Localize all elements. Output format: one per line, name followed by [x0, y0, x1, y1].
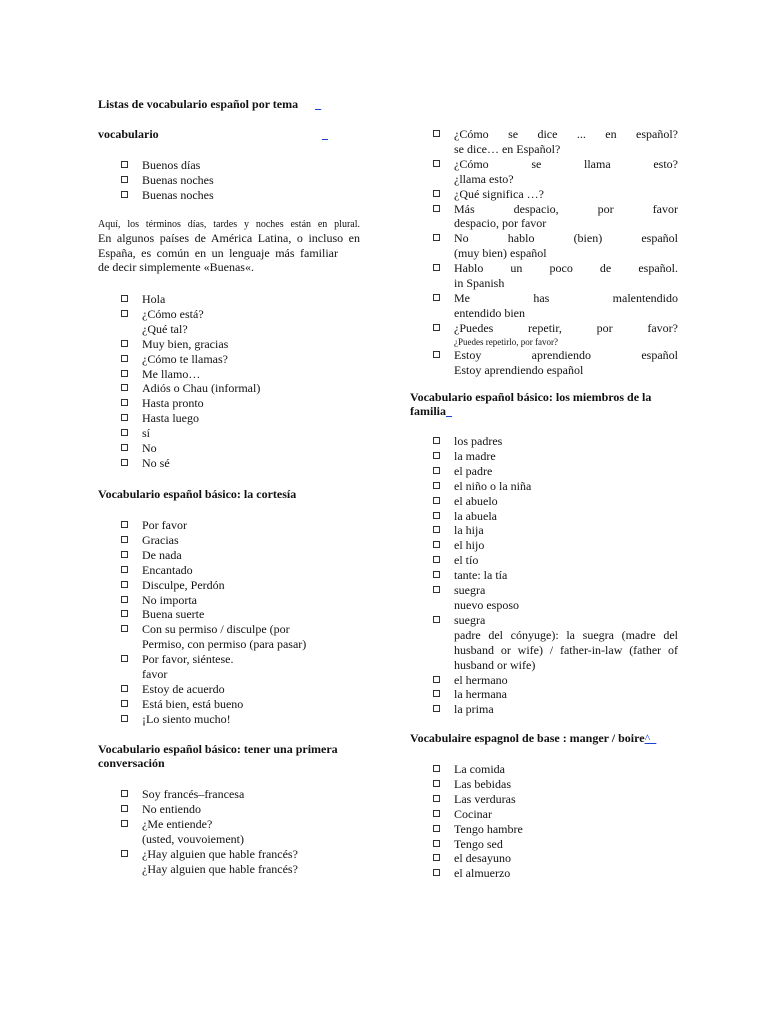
checkbox-bullet-icon: [121, 625, 128, 632]
checkbox-bullet-icon: [433, 190, 440, 197]
list-item: [98, 533, 360, 548]
basics-list: [98, 292, 360, 471]
list-item: [98, 292, 360, 307]
list-item: [98, 426, 360, 441]
list-item-text: Con su permiso / disculpe (por: [142, 622, 290, 637]
checkbox-bullet-icon: [433, 616, 440, 623]
checkbox-bullet-icon: [433, 541, 440, 548]
checkbox-bullet-icon: [433, 571, 440, 578]
section-title-comida: Vocabulaire espagnol de base : manger / boire^_: [410, 731, 657, 745]
comida-list: [410, 762, 678, 881]
list-item-text: Buena suerte: [142, 607, 205, 622]
list-item-text: Buenas noches: [142, 187, 214, 202]
list-item: [410, 348, 678, 378]
checkbox-bullet-icon: [433, 810, 440, 817]
checkbox-bullet-icon: [121, 805, 128, 812]
checkbox-bullet-icon: [433, 351, 440, 358]
checkbox-bullet-icon: [433, 676, 440, 683]
list-item-text: la hija: [454, 523, 484, 538]
list-item: [98, 712, 360, 727]
checkbox-bullet-icon: [433, 437, 440, 444]
section-title-familia: Vocabulario español básico: los miembros de la familia_: [410, 390, 652, 418]
list-item-text: ¿Qué significa …?: [454, 186, 544, 201]
checkbox-bullet-icon: [121, 191, 128, 198]
checkbox-bullet-icon: [433, 705, 440, 712]
list-item: [410, 792, 678, 807]
list-item-subtext: ¿Qué tal?: [142, 321, 188, 336]
list-item: [98, 563, 360, 578]
list-item-text: los padres: [454, 434, 503, 448]
list-item-text: Buenos días: [142, 158, 201, 172]
list-item: [98, 337, 360, 352]
checkbox-bullet-icon: [433, 526, 440, 533]
list-item-text: suegra: [454, 583, 486, 598]
checkbox-bullet-icon: [121, 340, 128, 347]
checkbox-bullet-icon: [433, 482, 440, 489]
list-item-text: No importa: [142, 592, 197, 607]
checkbox-bullet-icon: [121, 370, 128, 377]
list-item: [410, 321, 678, 348]
list-item-text: el desayuno: [454, 851, 511, 866]
checkbox-bullet-icon: [121, 596, 128, 603]
list-item: [98, 188, 360, 203]
list-item: [410, 807, 678, 822]
list-item-text: No sé: [142, 455, 170, 470]
list-item: [410, 261, 678, 291]
list-item: [98, 396, 360, 411]
list-item: [410, 837, 678, 852]
checkbox-bullet-icon: [433, 869, 440, 876]
list-item: [410, 291, 678, 321]
list-item-text: el hermano: [454, 672, 508, 687]
checkbox-bullet-icon: [433, 512, 440, 519]
list-item: [410, 762, 678, 777]
checkbox-bullet-icon: [433, 497, 440, 504]
list-item: [410, 434, 678, 449]
checkbox-bullet-icon: [433, 205, 440, 212]
list-item-subtext: (muy bien) español: [454, 246, 547, 261]
list-item-text: No entiendo: [142, 801, 201, 816]
greetings-list: [98, 158, 360, 203]
list-item-text: Por favor: [142, 518, 187, 532]
list-item-subtext: se dice… en Español?: [454, 141, 561, 156]
list-item: [98, 682, 360, 697]
checkbox-bullet-icon: [121, 521, 128, 528]
checkbox-bullet-icon: [121, 384, 128, 391]
list-item-text: De nada: [142, 547, 182, 562]
section-title-cortesia: Vocabulario español básico: la cortesía: [98, 487, 297, 501]
checkbox-bullet-icon: [433, 795, 440, 802]
list-item: [410, 127, 678, 157]
checkbox-bullet-icon: [433, 690, 440, 697]
checkbox-bullet-icon: [121, 685, 128, 692]
list-item-text: Las verduras: [454, 791, 516, 806]
list-item: [98, 697, 360, 712]
checkbox-bullet-icon: [121, 700, 128, 707]
list-item-subtext: husband or wife) / father-in-law (father of: [454, 642, 678, 657]
checkbox-bullet-icon: [433, 234, 440, 241]
list-item-text: Estoy aprendiendo español: [454, 347, 678, 362]
list-item: [98, 518, 360, 533]
checkbox-bullet-icon: [121, 566, 128, 573]
list-item-text: Por favor, siéntese.: [142, 652, 234, 667]
list-item-text: Buenas noches: [142, 172, 214, 187]
cortesia-list: [98, 518, 360, 727]
checkbox-bullet-icon: [121, 399, 128, 406]
checkbox-bullet-icon: [121, 536, 128, 543]
list-item-text: ¿Cómo te llamas?: [142, 351, 228, 366]
note-line: de decir simplemente «Buenas«.: [98, 260, 254, 274]
list-item-text: ¡Lo siento mucho!: [142, 711, 231, 726]
list-item-text: Las bebidas: [454, 776, 511, 791]
list-item-text: el abuelo: [454, 493, 498, 508]
list-item: [98, 381, 360, 396]
list-item: [410, 583, 678, 613]
section-anchor-link[interactable]: ^_: [644, 731, 657, 745]
list-item-text: No hablo (bien) español: [454, 231, 678, 246]
list-item-text: Encantado: [142, 562, 193, 577]
list-item: [98, 441, 360, 456]
list-item-text: el almuerzo: [454, 866, 511, 881]
list-item-text: Más despacio, por favor: [454, 201, 678, 216]
checkbox-bullet-icon: [121, 715, 128, 722]
list-item-subtext: ¿llama esto?: [454, 171, 514, 186]
list-item-text: Tengo hambre: [454, 821, 523, 836]
list-item: [98, 607, 360, 622]
checkbox-bullet-icon: [433, 264, 440, 271]
list-item: [98, 578, 360, 593]
list-item-subtext: (usted, vouvoiement): [142, 831, 244, 846]
list-item: [410, 851, 678, 866]
list-item-subtext: ¿Hay alguien que hable francés?: [142, 861, 298, 876]
checkbox-bullet-icon: [121, 444, 128, 451]
title-anchor-link[interactable]: _: [315, 97, 322, 111]
list-item-text: la hermana: [454, 687, 507, 702]
checkbox-bullet-icon: [433, 556, 440, 563]
list-item-text: el padre: [454, 463, 493, 478]
list-item: [410, 613, 678, 673]
section-anchor-link[interactable]: _: [446, 404, 452, 418]
list-item-text: el niño o la niña: [454, 478, 532, 493]
list-item: [410, 777, 678, 792]
list-item: [410, 687, 678, 702]
list-item: [98, 847, 360, 877]
list-item: [410, 866, 678, 881]
checkbox-bullet-icon: [121, 551, 128, 558]
checkbox-bullet-icon: [433, 324, 440, 331]
list-item-subtext: despacio, por favor: [454, 216, 547, 231]
list-item-subtext: entendido bien: [454, 305, 525, 320]
list-item-text: La comida: [454, 762, 505, 776]
list-item: [410, 523, 678, 538]
list-item: [98, 307, 360, 337]
list-item-text: ¿Me entiende?: [142, 816, 213, 831]
checkbox-bullet-icon: [121, 355, 128, 362]
list-item: [410, 538, 678, 553]
list-item: [98, 817, 360, 847]
list-item-text: Tengo sed: [454, 836, 503, 851]
checkbox-bullet-icon: [121, 310, 128, 317]
list-item-text: Cocinar: [454, 806, 492, 821]
list-item: [98, 652, 360, 682]
list-item-text: ¿Hay alguien que hable francés?: [142, 846, 298, 861]
checkbox-bullet-icon: [121, 820, 128, 827]
checkbox-bullet-icon: [433, 780, 440, 787]
checkbox-bullet-icon: [433, 854, 440, 861]
list-item-text: Soy francés–francesa: [142, 787, 245, 801]
list-item: [410, 202, 678, 232]
page-title: Listas de vocabulario español por tema _: [98, 97, 322, 111]
checkbox-bullet-icon: [121, 429, 128, 436]
list-item-text: Está bien, está bueno: [142, 696, 244, 711]
checkbox-bullet-icon: [121, 459, 128, 466]
list-item-subtext: Permiso, con permiso (para pasar): [142, 637, 307, 652]
list-item-text: suegra: [454, 612, 486, 627]
section-anchor-link[interactable]: _: [322, 127, 328, 141]
list-item: [410, 553, 678, 568]
list-item: [98, 622, 360, 652]
list-item-subtext: nuevo esposo: [454, 597, 519, 612]
list-item-text: ¿Cómo está?: [142, 306, 204, 321]
checkbox-bullet-icon: [433, 130, 440, 137]
checkbox-bullet-icon: [121, 161, 128, 168]
list-item-text: Hasta luego: [142, 411, 199, 426]
note-line: En algunos países de América Latina, o incluso en: [98, 231, 360, 245]
list-item-text: Adiós o Chau (informal): [142, 381, 261, 396]
list-item: [98, 456, 360, 471]
conversacion-list: [98, 787, 360, 876]
list-item-text: Gracias: [142, 532, 179, 547]
list-item-text: la abuela: [454, 508, 497, 523]
list-item-subtext: padre del cónyuge): la suegra (madre del: [454, 627, 678, 642]
list-item: [98, 352, 360, 367]
list-item-text: el tío: [454, 553, 479, 568]
list-item: [410, 464, 678, 479]
list-item-subtext: Estoy aprendiendo español: [454, 362, 584, 377]
checkbox-bullet-icon: [121, 176, 128, 183]
checkbox-bullet-icon: [433, 840, 440, 847]
list-item-text: Hasta pronto: [142, 396, 204, 411]
note-line: España, es común en un lenguaje más familiar: [98, 245, 338, 260]
list-item-text: el hijo: [454, 538, 485, 553]
list-item-text: tante: la tía: [454, 568, 508, 583]
checkbox-bullet-icon: [433, 452, 440, 459]
list-item-subtext: favor: [142, 667, 168, 682]
checkbox-bullet-icon: [433, 586, 440, 593]
list-item: [98, 548, 360, 563]
list-item: [410, 479, 678, 494]
list-item-text: No: [142, 441, 157, 456]
list-item: [98, 411, 360, 426]
checkbox-bullet-icon: [121, 414, 128, 421]
checkbox-bullet-icon: [433, 765, 440, 772]
list-item: [410, 822, 678, 837]
list-item: [410, 449, 678, 464]
list-item: [98, 158, 360, 173]
list-item: [410, 157, 678, 187]
list-item: [98, 802, 360, 817]
list-item-text: Hablo un poco de español.: [454, 261, 678, 276]
list-item-text: ¿Puedes repetir, por favor?: [454, 320, 678, 335]
checkbox-bullet-icon: [121, 581, 128, 588]
list-item-text: Estoy de acuerdo: [142, 681, 225, 696]
list-item: [410, 509, 678, 524]
list-item: [410, 568, 678, 583]
section-title-conversacion: Vocabulario español básico: tener una primera conversación: [98, 742, 338, 770]
list-item: [410, 673, 678, 688]
checkbox-bullet-icon: [121, 295, 128, 302]
checkbox-bullet-icon: [433, 294, 440, 301]
familia-list: [410, 434, 678, 717]
list-item-text: la madre: [454, 448, 496, 463]
phrases-list: [410, 127, 678, 378]
list-item-text: Disculpe, Perdón: [142, 577, 225, 592]
checkbox-bullet-icon: [121, 610, 128, 617]
checkbox-bullet-icon: [121, 655, 128, 662]
checkbox-bullet-icon: [433, 467, 440, 474]
list-item: [98, 173, 360, 188]
list-item: [98, 593, 360, 608]
list-item-text: ¿Cómo se llama esto?: [454, 156, 678, 171]
list-item-text: la prima: [454, 702, 494, 717]
list-item-text: Muy bien, gracias: [142, 336, 229, 351]
list-item-text: Hola: [142, 292, 166, 306]
note-paragraph: [98, 218, 360, 275]
list-item: [410, 187, 678, 202]
checkbox-bullet-icon: [433, 825, 440, 832]
list-item-subtext: husband or wife): [454, 657, 536, 672]
list-item-text: ¿Cómo se dice ... en español?: [454, 127, 678, 141]
list-item: [410, 702, 678, 717]
checkbox-bullet-icon: [433, 160, 440, 167]
list-item: [410, 494, 678, 509]
list-item: [98, 787, 360, 802]
list-item-subtext: ¿Puedes repetirlo, por favor?: [454, 336, 558, 347]
list-item: [98, 367, 360, 382]
list-item-subtext: in Spanish: [454, 276, 505, 291]
checkbox-bullet-icon: [121, 790, 128, 797]
list-item: [410, 231, 678, 261]
list-item-text: Me has malentendido: [454, 290, 678, 305]
section-title-vocabulario: vocabulario _: [98, 127, 328, 141]
list-item-text: Me llamo…: [142, 366, 201, 381]
note-line: Aquí, los términos días, tardes y noches están en plural.: [98, 219, 360, 230]
checkbox-bullet-icon: [121, 850, 128, 857]
list-item-text: sí: [142, 426, 151, 441]
